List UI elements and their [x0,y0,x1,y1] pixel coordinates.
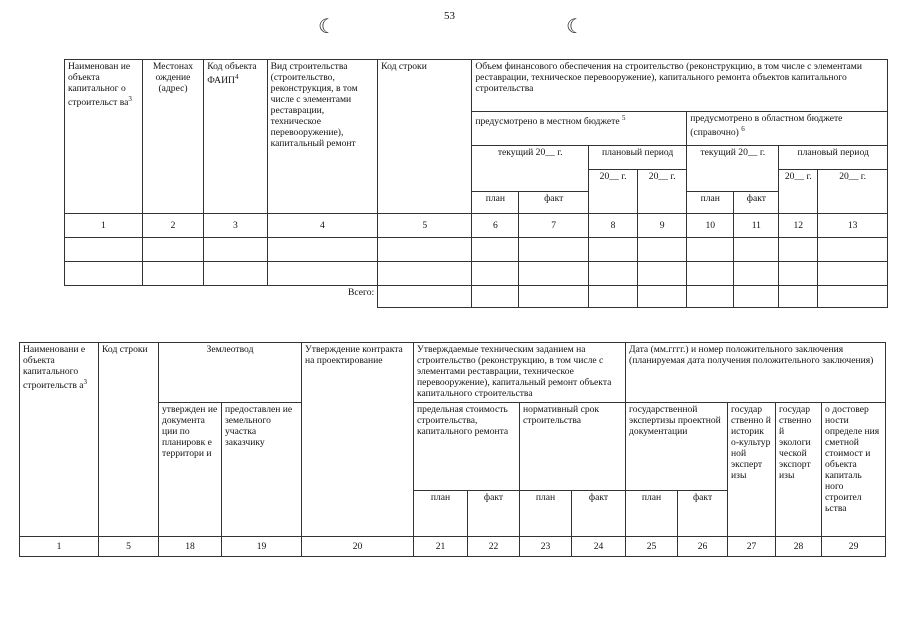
financing-table [64,59,888,308]
header-row-code: Код строки [378,60,472,214]
column-number: 6 [472,214,519,238]
header-normative-term: нормативный срок строительства [520,403,626,491]
column-number: 27 [728,537,776,557]
header-state-expertise: государственной экспертизы проектной документации [626,403,728,491]
header-regional-budget: предусмотрено в областном бюджете (справочно) $^6$ [687,112,888,146]
column-number: 8 [589,214,638,238]
punch-hole-icon: ☾ [566,16,584,38]
header-plan: план [414,491,468,537]
column-number: 9 [638,214,687,238]
column-number: 1 [65,214,143,238]
header-current-year-regional: текущий 20__ г. [687,146,779,192]
header-conclusion-date: Дата (мм.гггг.) и номер положительного заключения (планируемая дата получения положительного заключения) [626,343,886,403]
header-cost-reliability: о достовер ности определе ния сметной стоимост и объекта капиталь ного строител ьства [822,403,886,537]
header-ecological-expertise: государ ственно й экологи ческой экспорт изы [776,403,822,537]
table-row [65,262,888,286]
header-object-name: Наименован ие объекта капитальног о строительст $ва^3$ [65,60,143,214]
header-plan: план [687,192,734,214]
header-fact: факт [572,491,626,537]
header-current-year-local: текущий 20__ г. [472,146,589,192]
header-object-name: Наименовани е объекта капитального строительств $а^3$ [20,343,99,537]
column-number: 1 [20,537,99,557]
header-design-contract: Утверждение контракта на проектирование [302,343,414,537]
header-plan: план [520,491,572,537]
column-number: 24 [572,537,626,557]
column-number: 3 [204,214,267,238]
header-planned-period-regional: плановый период [779,146,888,170]
header-land-allocation: Землеотвод [159,343,302,403]
column-number: 21 [414,537,468,557]
header-local-budget: предусмотрено в местном бюджете $^5$ [472,112,687,146]
header-financing-volume: Объем финансового обеспечения на строительство (реконструкцию, в том числе с элементами реставрации, техническое перевооружение), капитального ремонта объектов капитального строительства [472,60,888,112]
column-number: 7 [519,214,589,238]
column-number: 25 [626,537,678,557]
column-number: 4 [267,214,378,238]
header-year: 20__ г. [638,170,687,214]
header-fact: факт [734,192,779,214]
column-number: 2 [142,214,203,238]
header-max-cost: предельная стоимость строительства, капитального ремонта [414,403,520,491]
header-year: 20__ г. [589,170,638,214]
header-construction-type: Вид строительства (строительство, реконструкция, в том числе с элементами реставрации, техническое перевооружение), капитальный ремонт [267,60,378,214]
header-historical-expertise: государ ственно й историк о-культур ной эксперт изы [728,403,776,537]
column-number: 11 [734,214,779,238]
column-number: 29 [822,537,886,557]
header-planned-period-local: плановый период [589,146,687,170]
header-plan: план [472,192,519,214]
column-number: 26 [678,537,728,557]
header-land-plot: предоставлен ие земельного участка заказчику [222,403,302,537]
column-number: 23 [520,537,572,557]
header-land-documentation: утвержден ие документа ции по планировк е территори и [159,403,222,537]
header-location: Местонах ождение (адрес) [142,60,203,214]
page-number: 53 [444,10,455,22]
column-number: 5 [99,537,159,557]
header-fact: факт [519,192,589,214]
header-year: 20__ г. [818,170,888,214]
table-row [65,238,888,262]
header-fact: факт [678,491,728,537]
header-row-code: Код строки [99,343,159,537]
column-number: 28 [776,537,822,557]
header-year: 20__ г. [779,170,818,214]
punch-hole-icon: ☾ [318,16,336,38]
total-label: Всего: [347,287,375,298]
header-plan: план [626,491,678,537]
column-number: 5 [378,214,472,238]
approvals-table [19,342,886,557]
column-number: 10 [687,214,734,238]
column-number: 12 [779,214,818,238]
header-faip-code: Код объекта ФАИП$^4$ [204,60,267,214]
header-fact: факт [468,491,520,537]
column-number: 18 [159,537,222,557]
total-row [65,286,888,308]
column-number: 20 [302,537,414,557]
header-technical-assignment: Утверждаемые техническим заданием на строительство (реконструкцию, в том числе с элементами реставрации, техническое перевооружение), капитальный ремонт объекта капитального строительства [414,343,626,403]
column-number: 13 [818,214,888,238]
column-number: 22 [468,537,520,557]
column-number: 19 [222,537,302,557]
